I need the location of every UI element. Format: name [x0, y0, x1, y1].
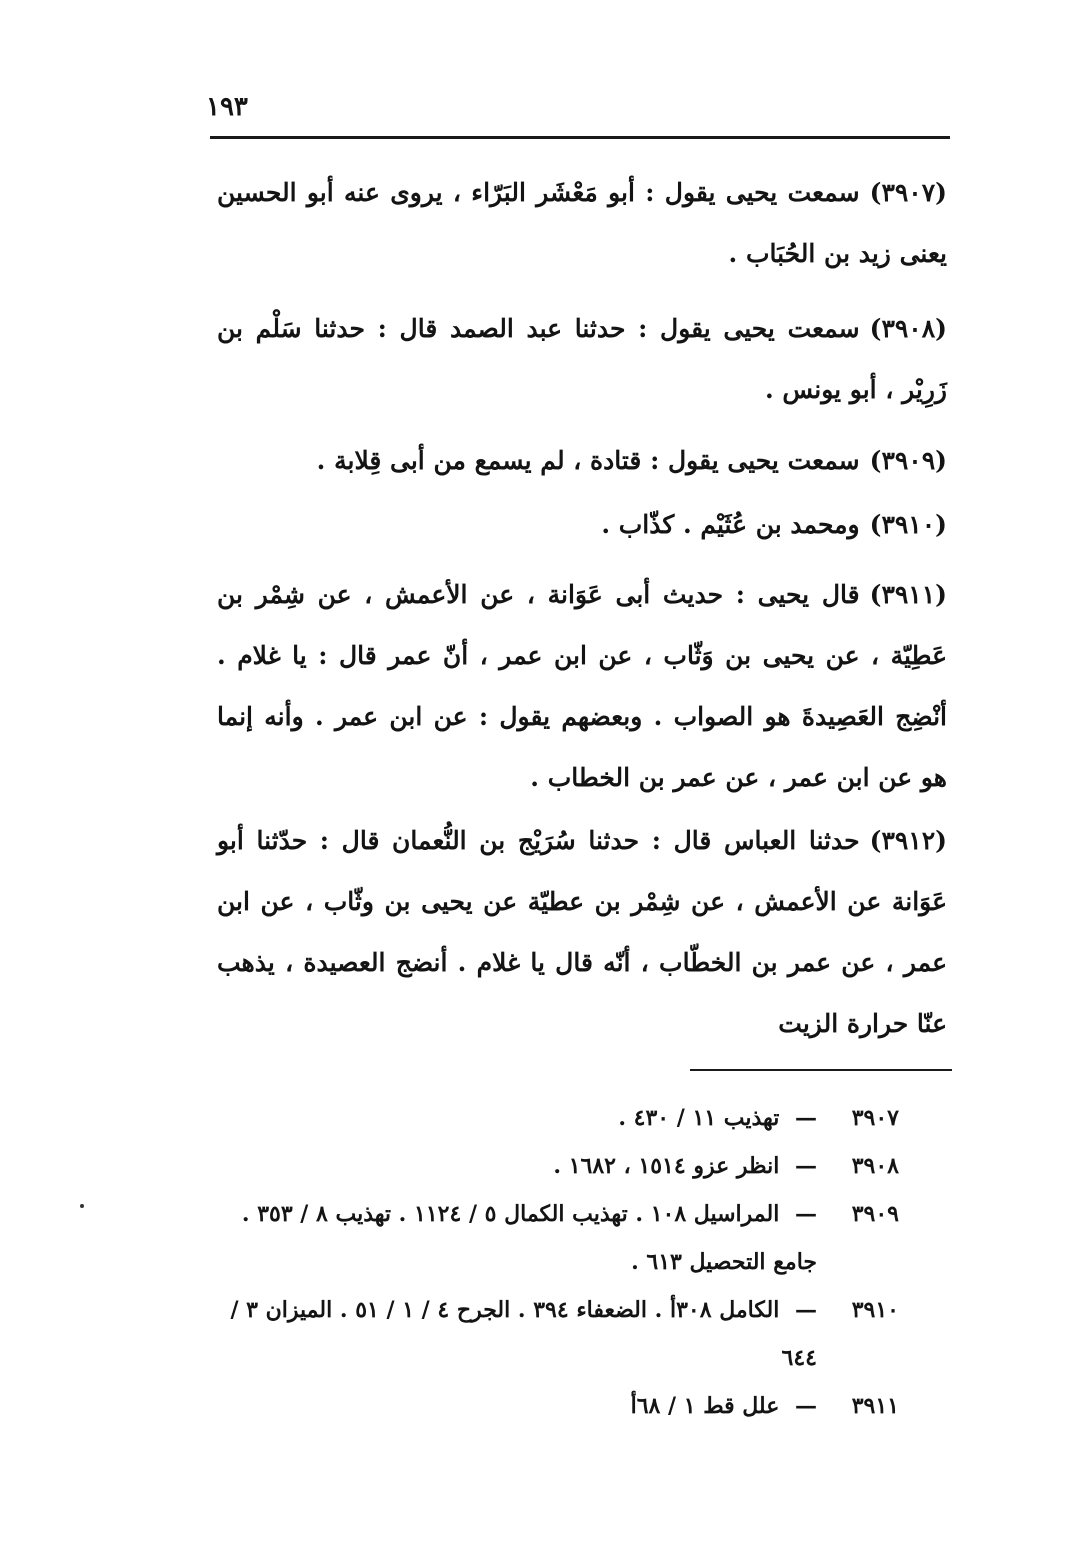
entry-3910 [217, 494, 947, 555]
entry-text: سمعت يحيى يقول : حدثنا عبد الصمد قال : حدثنا سَلْم بن زَرِيْر ، أبو يونس . [217, 314, 947, 404]
entry-number: (٣٩١١) [869, 580, 947, 609]
entry-number: (٣٩٠٨) [869, 314, 947, 343]
footnote-dash: — [795, 1297, 817, 1323]
footnote-3908 [209, 1142, 899, 1190]
scan-speck [80, 1204, 84, 1208]
footnote-dash: — [795, 1201, 817, 1227]
footnote-text: تهذيب ١١ / ٤٣٠ . [618, 1105, 780, 1131]
footnote-dash: — [795, 1393, 817, 1419]
footnote-number: ٣٩٠٩ [851, 1201, 899, 1227]
entry-number: (٣٩٠٩) [869, 446, 947, 475]
entry-text: سمعت يحيى يقول : أبو مَعْشَر البَرّاء ، يروى عنه أبو الحسين يعنى زيد بن الحُبَاب . [217, 178, 947, 268]
footnotes [209, 1094, 899, 1430]
entry-text: سمعت يحيى يقول : قتادة ، لم يسمع من أبى قِلابة . [316, 446, 860, 475]
entry-text: حدثنا العباس قال : حدثنا سُرَيْج بن النُّعمان قال : حدّثنا أبو عَوَانة عن الأعمش ، عن شِمْر بن عطيّة عن يحيى بن وثّاب ، عن ابن عمر ، عن عمر بن الخطّاب ، أنّه قال يا غلام . أنضج العصيدة ، يذهب عنّا حرارة الزيت [217, 826, 947, 1038]
footnote-dash: — [795, 1153, 817, 1179]
entry-number: (٣٩٠٧) [869, 178, 947, 207]
footnote-text: المراسيل ١٠٨ . تهذيب الكمال ٥ / ١١٢٤ . تهذيب ٨ / ٣٥٣ . [241, 1201, 780, 1227]
entry-text: ومحمد بن عُثَيْم . كذّاب . [601, 510, 860, 539]
page-number: ١٩٣ [206, 92, 248, 122]
entry-3909 [217, 430, 947, 491]
footnote-number: ٣٩١١ [851, 1393, 899, 1419]
footnote-dash: — [795, 1105, 817, 1131]
entry-number: (٣٩١٢) [869, 826, 947, 855]
entry-text: قال يحيى : حديث أبى عَوَانة ، عن الأعمش ، عن شِمْر بن عَطِيّة ، عن يحيى بن وَثّاب ، عن ابن عمر ، أنّ عمر قال : يا غلام . أنْضِج العَصِيدةَ هو الصواب . وبعضهم يقول : عن ابن عمر . وأنه إنما هو عن ابن عمر ، عن عمر بن الخطاب . [217, 580, 947, 792]
footnote-text: علل قط ١ / ٦٨أ [630, 1393, 780, 1419]
footnote-3907 [209, 1094, 899, 1142]
footnote-3910 [209, 1286, 899, 1382]
footnote-3911 [209, 1382, 899, 1430]
entry-3911 [217, 564, 947, 808]
footnote-rule [690, 1069, 952, 1071]
footnote-number: ٣٩٠٨ [851, 1153, 899, 1179]
entry-3907 [217, 162, 947, 284]
footnote-text: الكامل ٣٠٨أ . الضعفاء ٣٩٤ . الجرح ٤ / ١ / ٥١ . الميزان ٣ / ٦٤٤ [230, 1297, 817, 1371]
footnote-continuation: جامع التحصيل ٦١٣ . [631, 1249, 817, 1275]
footnote-text: انظر عزو ١٥١٤ ، ١٦٨٢ . [553, 1153, 780, 1179]
entry-3908 [217, 298, 947, 420]
footnote-number: ٣٩٠٧ [851, 1105, 899, 1131]
footnote-3909 [209, 1190, 899, 1286]
entry-number: (٣٩١٠) [869, 510, 947, 539]
entry-3912 [217, 810, 947, 1054]
header-rule [210, 136, 950, 139]
footnote-number: ٣٩١٠ [851, 1297, 899, 1323]
